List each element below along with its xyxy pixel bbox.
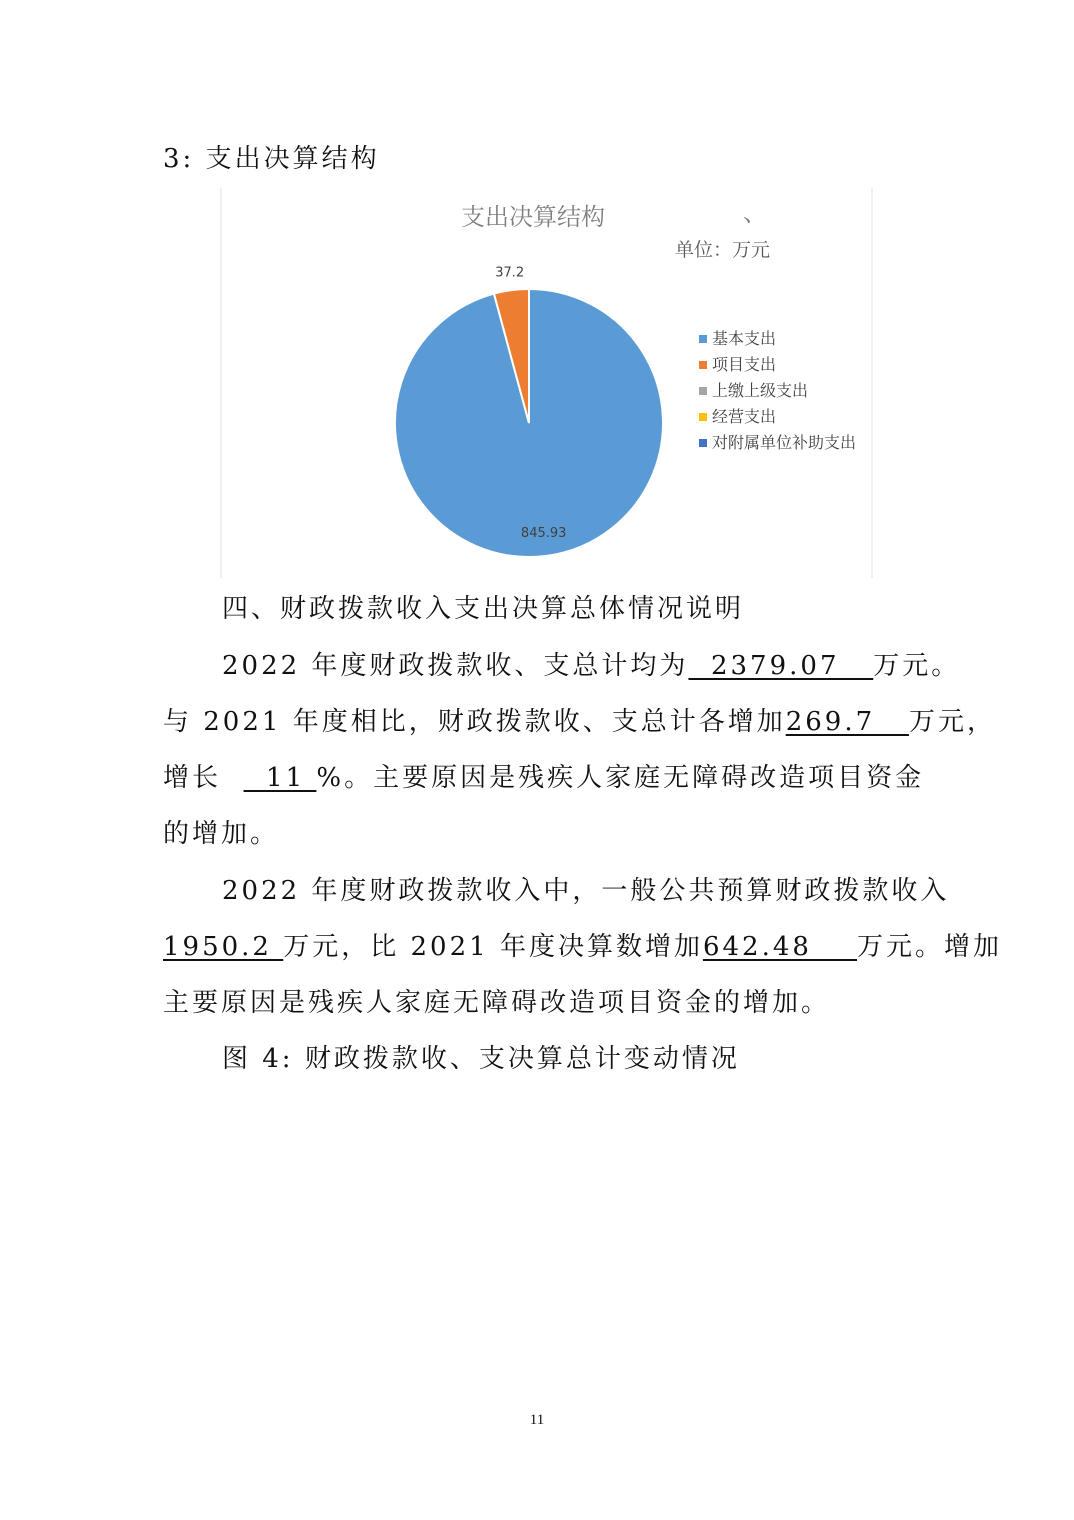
page-number: 11 (529, 1412, 545, 1428)
para2-amount-value: 1950.2 (163, 932, 284, 962)
legend-swatch-2 (699, 387, 707, 395)
pie-slices (395, 289, 663, 557)
chart-title-mark: 、 (743, 199, 767, 227)
para1-increase-value: 269.7 (785, 707, 909, 737)
para1-line1 (222, 653, 960, 679)
legend-label-3: 经营支出 (712, 407, 777, 426)
legend-swatch-0 (699, 335, 707, 343)
chart-legend (699, 329, 856, 452)
para2-text: 万元。增加 (857, 932, 1003, 962)
para1-text: 万元， (908, 707, 996, 737)
legend-swatch-4 (699, 439, 707, 447)
para2-increase-value: 642.48 (702, 932, 857, 962)
para1-line4: 的增加。 (163, 819, 280, 849)
para1-total-value: 2379.07 (688, 651, 874, 681)
para2-line3: 主要原因是残疾人家庭无障碍改造项目资金的增加。 (163, 988, 831, 1018)
para1-text: 2022 年度财政拨款收、支总计均为 (222, 651, 689, 681)
para2-text: 万元，比 2021 年度决算数增加 (283, 932, 703, 962)
section-4-title: 四、财政拨款收入支出决算总体情况说明 (222, 594, 745, 624)
section-heading: 3: 支出决算结构 (163, 144, 380, 174)
para1-rate-value: 11 (243, 763, 317, 793)
pie-data-label-1: 37.2 (495, 265, 525, 281)
legend-swatch-1 (699, 361, 707, 369)
legend-label-2: 上缴上级支出 (712, 381, 809, 400)
legend-label-4: 对附属单位补助支出 (712, 433, 857, 452)
legend-label-0: 基本支出 (712, 329, 777, 348)
figure-4-caption: 图 4: 财政拨款收、支决算总计变动情况 (222, 1044, 740, 1074)
para1-line2 (163, 709, 996, 735)
chart-title: 支出决算结构 (461, 203, 605, 231)
para1-text: 与 2021 年度相比，财政拨款收、支总计各增加 (163, 707, 786, 737)
expenditure-pie-chart (220, 188, 874, 578)
para2-line1: 2022 年度财政拨款收入中，一般公共预算财政拨款收入 (222, 876, 950, 906)
para1-text: 万元。 (873, 651, 961, 681)
pie-data-label-0: 845.93 (520, 526, 567, 542)
chart-unit-label: 单位：万元 (675, 239, 771, 261)
para1-line3 (163, 765, 924, 791)
para2-line2 (163, 934, 1002, 960)
para1-text: 增长 (163, 763, 244, 793)
legend-swatch-3 (699, 413, 707, 421)
para1-text: %。主要原因是残疾人家庭无障碍改造项目资金 (316, 763, 925, 793)
legend-label-1: 项目支出 (712, 355, 777, 374)
